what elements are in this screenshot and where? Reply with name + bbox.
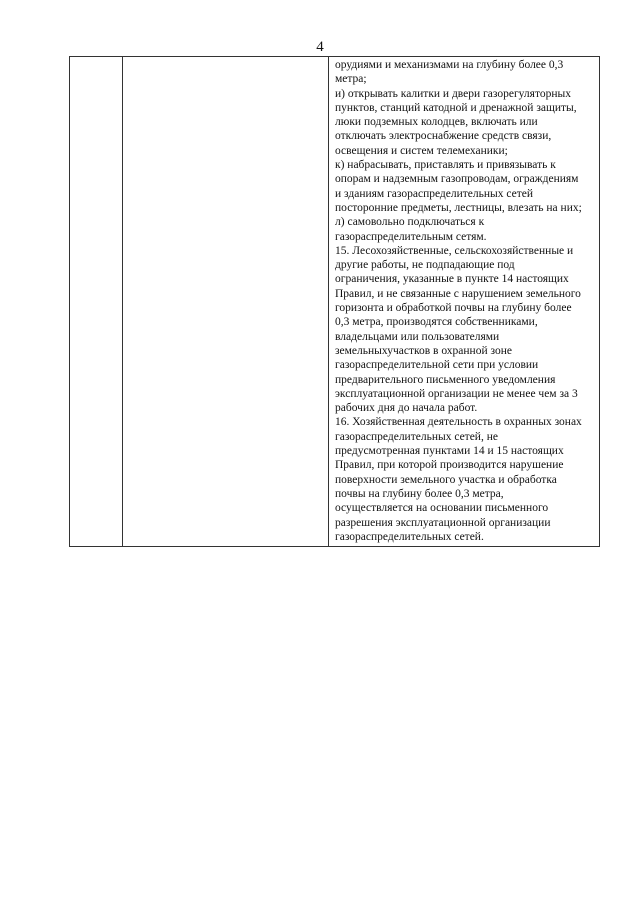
content-line: горизонта и обработкой почвы на глубину более <box>335 302 572 315</box>
table-cell-number <box>70 57 123 547</box>
table-cell-subject <box>123 57 329 547</box>
content-line: эксплуатационной организации не менее чем за 3 <box>335 387 578 400</box>
content-line: поверхности земельного участка и обработка <box>335 473 557 486</box>
content-line: 16. Хозяйственная деятельность в охранных зонах <box>335 416 582 429</box>
content-line: предусмотренная пунктами 14 и 15 настоящих <box>335 445 564 458</box>
cell-number-text <box>70 57 122 60</box>
content-line: газораспределительных сетей. <box>335 530 484 543</box>
content-line: земельныхучастков в охранной зоне <box>335 344 512 357</box>
content-line: орудиями и механизмами на глубину более 0,3 <box>335 59 564 71</box>
content-line: Правил, при которой производится нарушение <box>335 459 564 472</box>
content-line: рабочих дня до начала работ. <box>335 402 478 415</box>
page-number: 4 <box>316 39 324 55</box>
content-line: предварительного письменного уведомления <box>335 373 556 386</box>
content-line: л) самовольно подключаться к <box>335 216 485 229</box>
content-line: газораспределительной сети при условии <box>335 359 539 372</box>
content-line: освещения и систем телемеханики; <box>335 144 508 157</box>
table-row <box>70 57 600 547</box>
regulations-table <box>69 56 600 547</box>
content-line: почвы на глубину более 0,3 метра, <box>335 487 504 500</box>
content-line: метра; <box>335 73 367 86</box>
content-line: ограничения, указанные в пункте 14 настоящих <box>335 273 569 286</box>
content-line: и зданиям газораспределительных сетей <box>335 187 534 200</box>
content-line: газораспределительным сетям. <box>335 230 487 243</box>
content-line: пунктов, станций катодной и дренажной защиты, <box>335 101 577 114</box>
content-line: другие работы, не подпадающие под <box>335 259 515 272</box>
content-line: разрешения эксплуатационной организации <box>335 516 551 529</box>
content-line: 0,3 метра, производятся собственниками, <box>335 316 538 329</box>
content-line: к) набрасывать, приставлять и привязывать к <box>335 159 556 172</box>
content-line: 15. Лесохозяйственные, сельскохозяйственные и <box>335 244 574 257</box>
table-cell-content <box>329 57 600 547</box>
content-line: люки подземных колодцев, включать или <box>335 116 538 129</box>
content-line: владельцами или пользователями <box>335 330 500 343</box>
content-line: осуществляется на основании письменного <box>335 502 549 515</box>
content-line: Правил, и не связанные с нарушением земельного <box>335 287 581 300</box>
content-line: посторонние предметы, лестницы, влезать на них; <box>335 201 582 214</box>
content-line: и) открывать калитки и двери газорегуляторных <box>335 87 571 100</box>
content-line: опорам и надземным газопроводам, ограждениям <box>335 173 579 186</box>
content-line: газораспределительных сетей, не <box>335 430 498 443</box>
content-line: отключать электроснабжение средств связи, <box>335 130 552 143</box>
cell-subject-text <box>123 57 328 60</box>
cell-content-text <box>329 57 599 546</box>
